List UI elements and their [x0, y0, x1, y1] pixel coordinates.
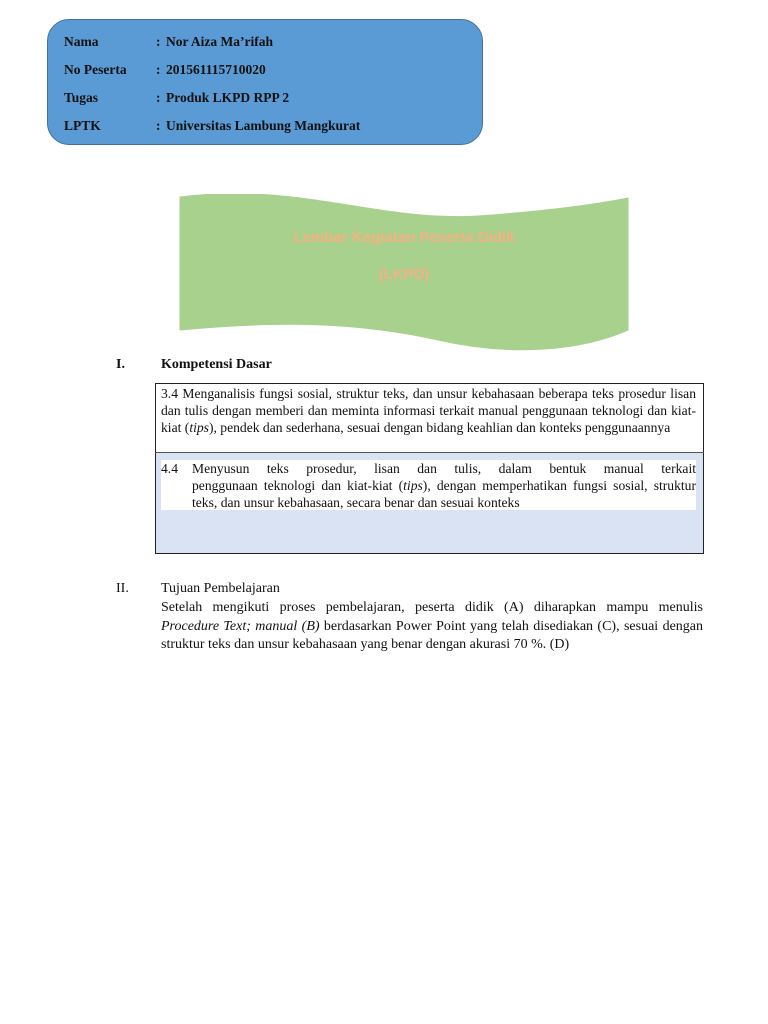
tujuan-text-italic: Procedure Text; manual (B) [161, 618, 320, 634]
identity-label: No Peserta [64, 62, 127, 77]
kompetensi-dasar-divider [155, 452, 704, 453]
identity-separator: : [156, 90, 161, 105]
section-2-number: II. [116, 581, 129, 596]
banner-subtitle: (LKPD) [378, 266, 430, 283]
kd-4-4-first-line [161, 460, 696, 477]
identity-separator: : [156, 62, 161, 77]
kd-4-4-text [161, 460, 696, 510]
identity-box [47, 19, 483, 145]
kd-4-4-line1: Menyusun teks prosedur, lisan dan tulis, dalam bentuk manual terkait [192, 461, 696, 476]
section-2-title: Tujuan Pembelajaran [161, 581, 280, 596]
identity-separator: : [156, 34, 161, 49]
section-1-title: Kompetensi Dasar [161, 357, 272, 372]
section-1-number: I. [116, 357, 125, 372]
kd-3-4-text [161, 385, 696, 436]
kd-4-4-continuation: penggunaan teknologi dan kiat-kiat (tips), dengan memperhatikan fungsi sosial, struktur teks, dan unsur kebahasaan, secara benar dan sesuai konteks [192, 478, 696, 510]
tujuan-text-part1: Setelah mengikuti proses pembelajaran, peserta didik (A) diharapkan mampu menulis [161, 600, 703, 615]
tujuan-text-part2: berdasarkan Power Point yang telah disediakan (C), sesuai dengan struktur teks dan unsur kebahasaan yang benar dengan akurasi 70 %. (D) [161, 618, 703, 652]
kd-3-4-body: 3.4 Menganalisis fungsi sosial, struktur teks, dan unsur kebahasaan beberapa teks prosedur lisan dan tulis dengan memberi dan meminta informasi terkait manual penggunaan teknologi dan kiat-kiat (tips), pendek dan sederhana, sesuai dengan bidang keahlian dan konteks penggunaannya [161, 386, 696, 435]
banner-title: Lembar Kegiatan Peserta Didik [293, 229, 515, 246]
identity-label: LPTK [64, 118, 101, 133]
kd-4-4-number: 4.4 [161, 461, 178, 476]
identity-value: Nor Aiza Ma’rifah [166, 34, 273, 49]
identity-separator: : [156, 118, 161, 133]
identity-label: Tugas [64, 90, 99, 105]
tujuan-pembelajaran-body [161, 599, 703, 655]
identity-value: Produk LKPD RPP 2 [166, 90, 290, 105]
identity-label: Nama [64, 34, 99, 49]
identity-value: Universitas Lambung Mangkurat [166, 118, 361, 133]
identity-value: 201561115710020 [166, 62, 266, 77]
